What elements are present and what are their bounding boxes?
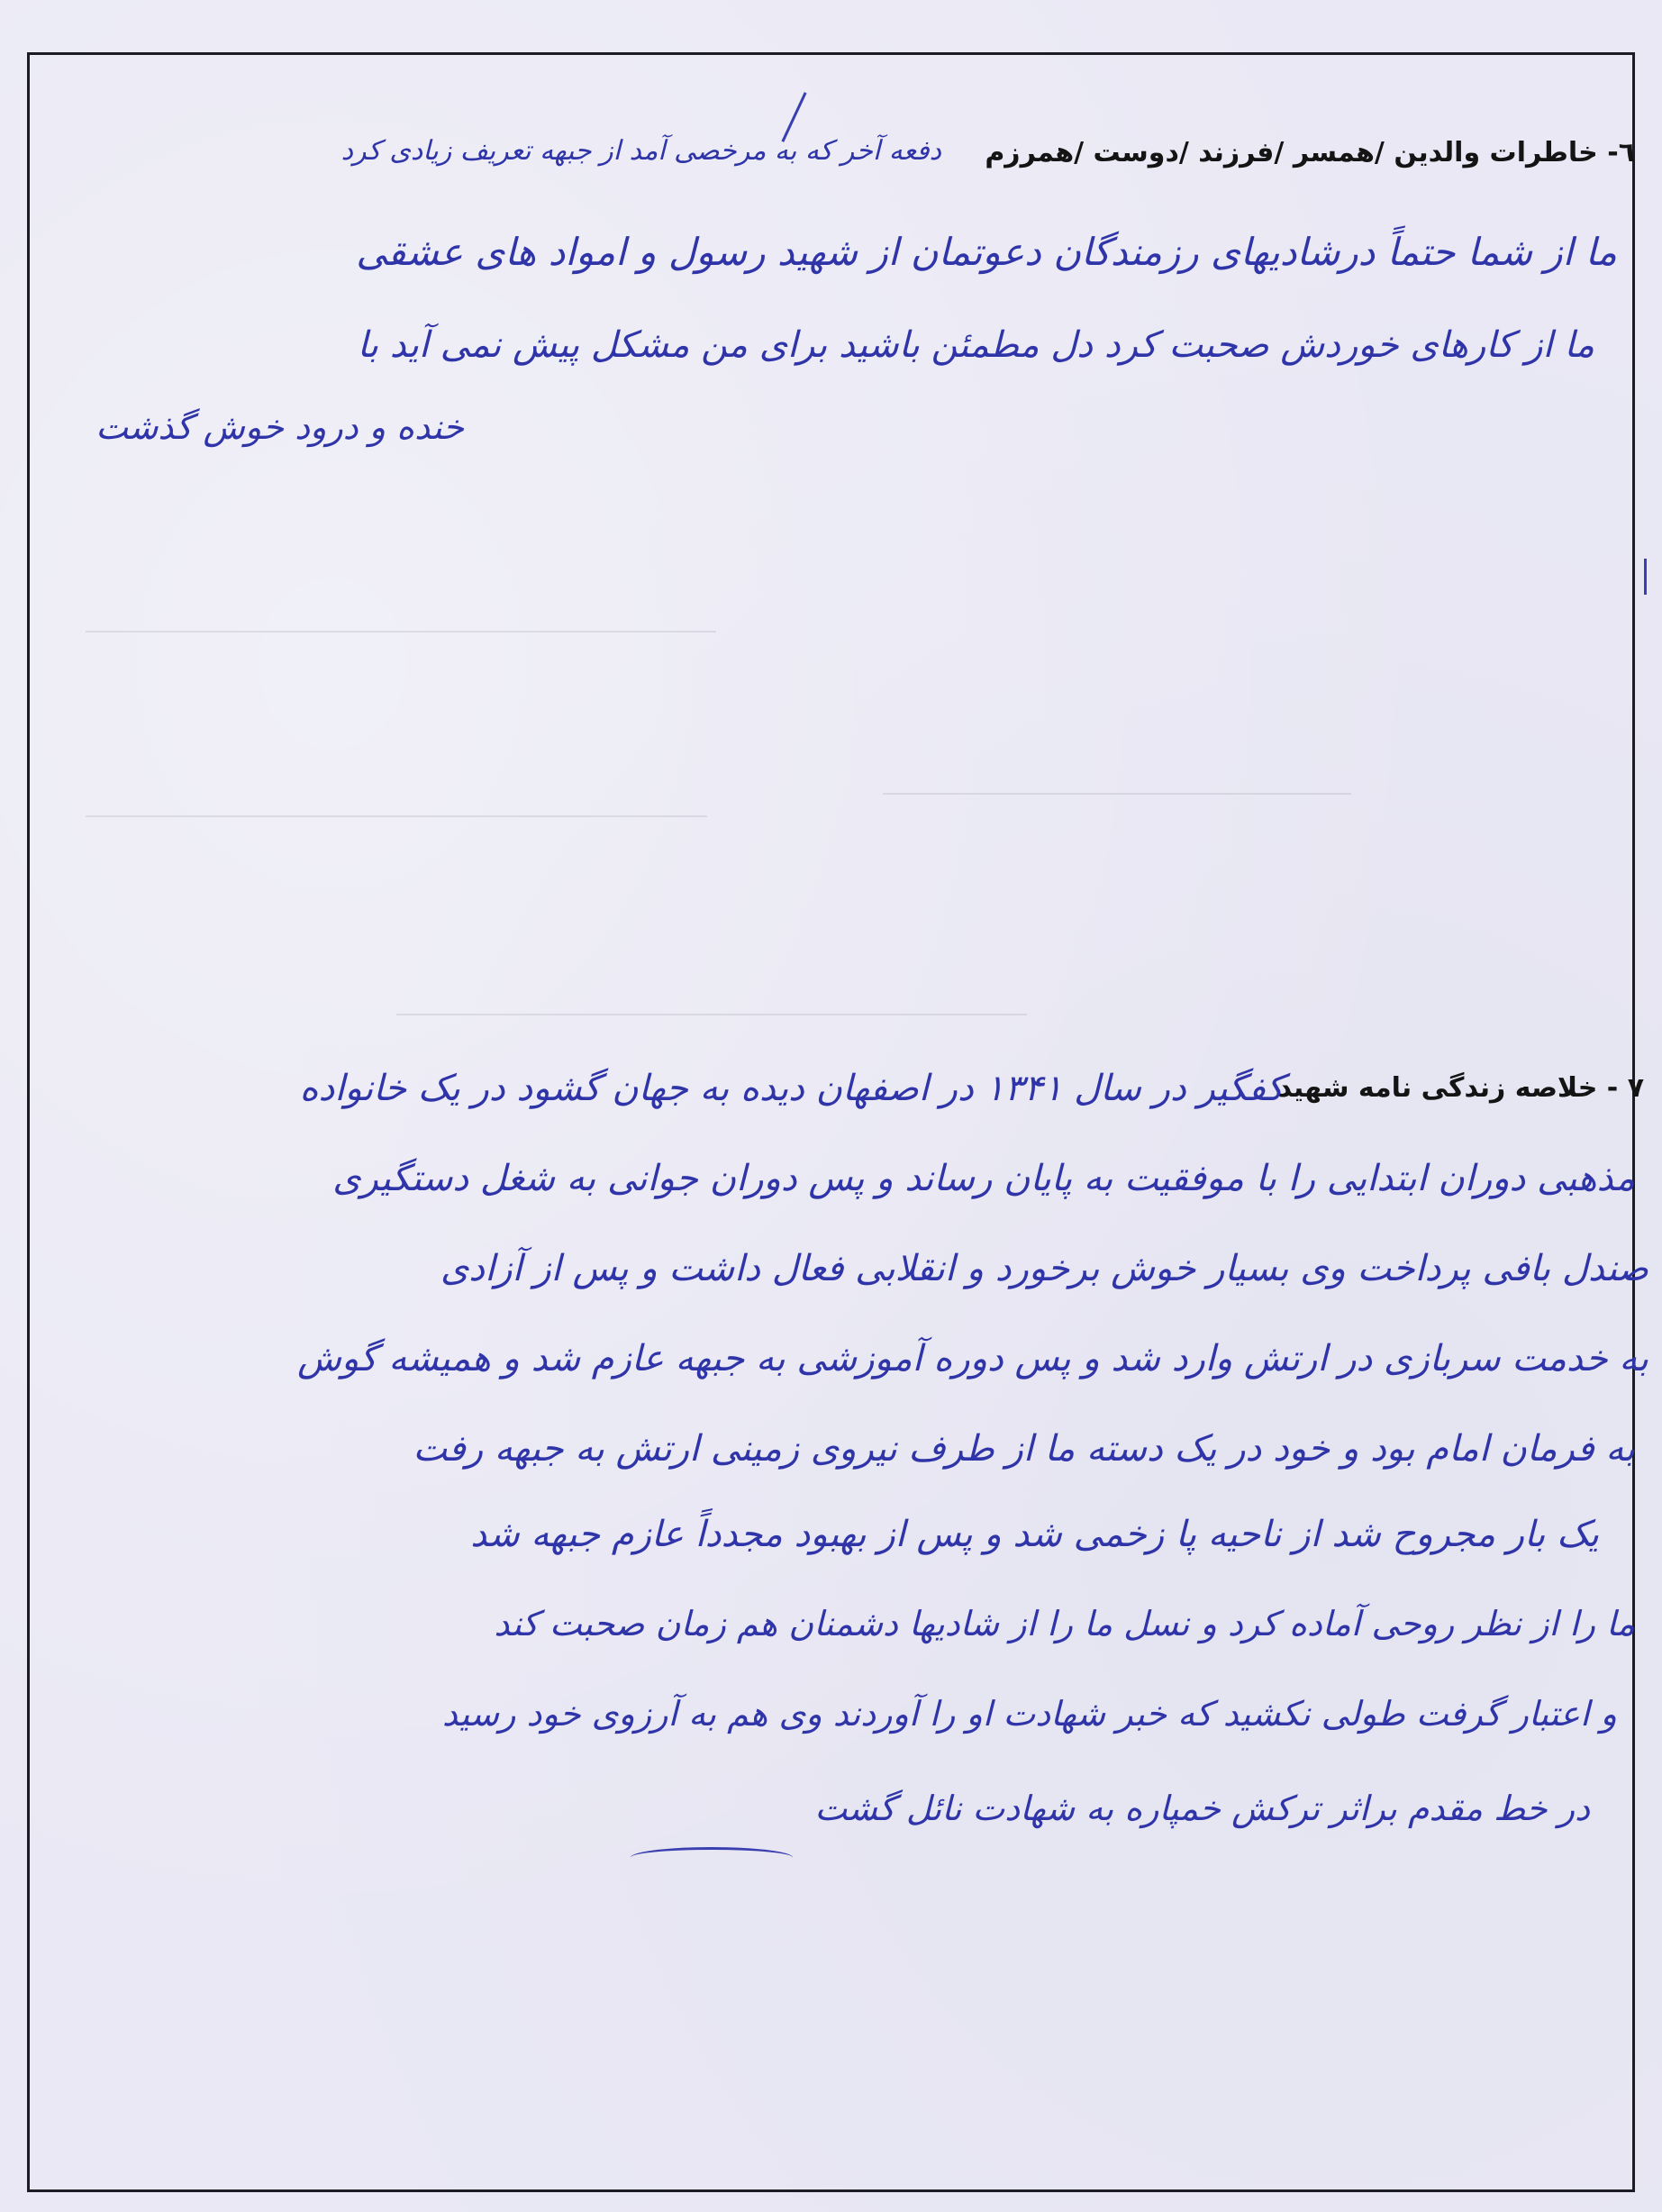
section-6-line-0: دفعه آخر که به مرخصی آمد از جبهه تعریف زیادی کرد — [341, 135, 941, 167]
section-7-line-2: صندل بافی پرداخت وی بسیار خوش برخورد و انقلابی فعال داشت و پس از آزادی — [440, 1248, 1648, 1289]
section-6-line-3: خنده و درود خوش گذشت — [95, 407, 464, 447]
section-7-line-8: در خط مقدم براثر ترکش خمپاره به شهادت نائل گشت — [814, 1789, 1590, 1828]
form-border — [27, 52, 1635, 2192]
section-6-line-2: ما از کارهای خوردش صحبت کرد دل مطمئن باشید برای من مشکل پیش نمی آید با — [357, 324, 1594, 366]
section-6-heading — [985, 137, 1635, 168]
section-7-line-4: به فرمان امام بود و خود در یک دسته ما از طرف نیروی زمینی ارتش به جبهه رفت — [413, 1428, 1635, 1470]
section-7-heading — [1278, 1072, 1644, 1104]
pen-underline-mark — [631, 1847, 793, 1868]
section-6-line-1: ما از شما حتماً درشادیهای رزمندگان دعوتمان از شهید رسول و امواد های عشقی — [356, 230, 1617, 274]
section-7-line-5: یک بار مجروح شد از ناحیه پا زخمی شد و پس از بهبود مجدداً عازم جبهه شد — [470, 1514, 1599, 1555]
section-6-heading-text: ٦- خاطرات والدین /همسر /فرزند /دوست /همرزم — [985, 137, 1635, 168]
section-7-line-7: و اعتبار گرفت طولی نکشید که خبر شهادت او را آوردند وی هم به آرزوی خود رسید — [441, 1694, 1617, 1734]
section-7-heading-text: ٧ - خلاصه زندگی نامه شهید — [1277, 1072, 1644, 1104]
section-7-line-1: مذهبی دوران ابتدایی را با موفقیت به پایان رساند و پس دوران جوانی به شغل دستگیری — [332, 1158, 1635, 1199]
section-7-line-6: ما را از نظر روحی آماده کرد و نسل ما را از شادیها دشمنان هم زمان صحبت کند — [494, 1604, 1635, 1643]
section-7-line-0: کفگیر در سال ۱۳۴۱ در اصفهان دیده به جهان گشود در یک خانواده — [299, 1068, 1284, 1109]
pen-mark — [1644, 559, 1647, 595]
section-7-line-3: به خدمت سربازی در ارتش وارد شد و پس دوره آموزشی به جبهه عازم شد و همیشه گوش — [297, 1338, 1648, 1379]
